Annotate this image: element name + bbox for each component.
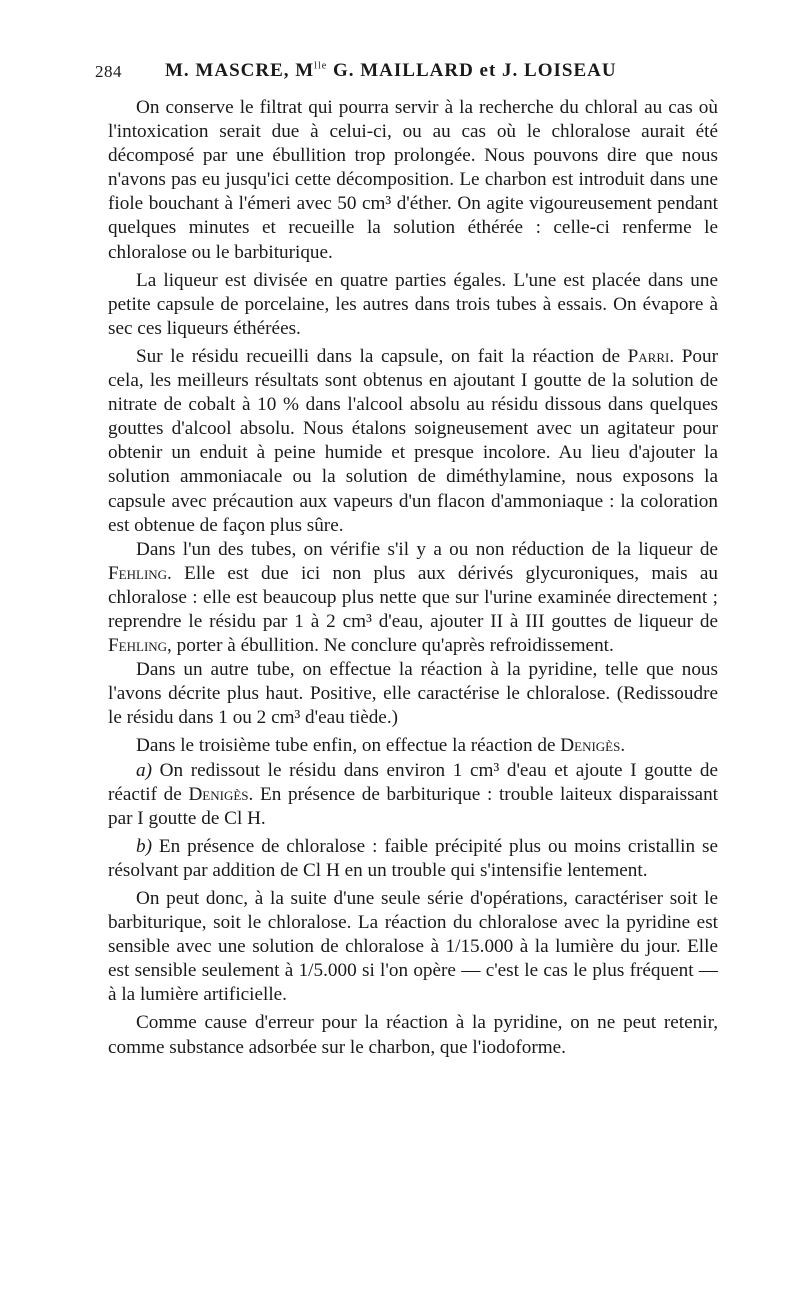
paragraph-4 — [108, 538, 718, 658]
paragraph-4-text-b: . Elle est due ici non plus aux dérivés glycuroniques, mais au chloralose : elle est beaucoup plus nette que sur l'urine examinée directement ; reprendre le résidu par 1 à 2 cm³ d'eau, ajouter II à III gouttes de liqueur de — [108, 562, 718, 632]
paragraph-1: On conserve le filtrat qui pourra servir à la recherche du chloral au cas où l'intoxication serait due à celui-ci, ou au cas où le chloralose aurait été décomposé par une ébullition trop prolongée. Nous pouvons dire que nous n'avons pas eu jusqu'ici cette décomposition. Le charbon est introduit dans une fiole bouchant à l'émeri avec 50 cm³ d'éther. On agite vigoureusement pendant quelques minutes et recueille la solution éthérée : celle-ci renferme le chloralose ou le barbiturique. — [108, 97, 718, 263]
page-number: 284 — [95, 62, 122, 81]
paragraph-4-text-c: , porter à ébullition. Ne conclure qu'après refroidissement. — [167, 635, 614, 657]
paragraph-3-text-a: Sur le résidu recueilli dans la capsule, on fait la réaction de — [136, 345, 628, 367]
paragraph-5: Dans un autre tube, on effectue la réaction à la pyridine, telle que nous l'avons décrite plus haut. Positive, elle caractérise le chloralose. (Redissoudre le résidu dans 1 ou 2 cm³ d'eau tiède.) — [108, 659, 718, 729]
paragraph-7-text-b: . En présence de barbiturique : trouble laiteux disparaissant par I goutte de Cl H. — [108, 783, 718, 829]
author-name-deniges-2: Denigès — [188, 783, 249, 805]
paragraph-6-text-a: Dans le troisième tube enfin, on effectue la réaction de — [136, 735, 561, 757]
paragraph-7 — [108, 759, 718, 831]
author-name-fehling: Fehling — [108, 562, 168, 584]
item-label-b: b) — [136, 835, 152, 857]
author-name-fehling-2: Fehling — [108, 635, 168, 657]
paragraph-8-text: En présence de chloralose : faible précipité plus ou moins cristallin se résolvant par addition de Cl H en un trouble qui s'intensifie lentement. — [108, 835, 718, 881]
authors-post: G. MAILLARD et J. LOISEAU — [327, 60, 617, 81]
page-header — [95, 62, 720, 88]
body-text — [108, 96, 718, 1060]
paragraph-6 — [108, 734, 718, 758]
paragraph-2: La liqueur est divisée en quatre parties égales. L'une est placée dans une petite capsule de porcelaine, les autres dans trois tubes à essais. On évapore à sec ces liqueurs éthérées. — [108, 269, 718, 339]
paragraph-4-text-a: Dans l'un des tubes, on vérifie s'il y a ou non réduction de la liqueur de — [136, 538, 718, 560]
paragraph-6-text-b: . — [620, 735, 626, 757]
paragraph-7-text-a: On redissout le résidu dans environ 1 cm³ d'eau et ajoute I goutte de réactif de — [108, 759, 718, 805]
authors-sup: lle — [314, 60, 328, 72]
authors-pre: M. MASCRE, M — [165, 60, 315, 81]
running-head — [165, 60, 617, 82]
paragraph-10: Comme cause d'erreur pour la réaction à la pyridine, on ne peut retenir, comme substance adsorbée sur le charbon, que l'iodoforme. — [108, 1012, 718, 1058]
item-label-a: a) — [136, 759, 152, 781]
author-name-deniges: Denigès — [560, 735, 621, 757]
author-name-parri: Parri — [627, 345, 670, 367]
paragraph-3-text-b: . Pour cela, les meilleurs résultats sont obtenus en ajoutant I goutte de la solution de nitrate de cobalt à 10 % dans l'alcool absolu au résidu dissous dans quelques gouttes d'alcool absolu. Nous étalons soigneusement avec un agitateur pour obtenir un enduit à peine humide et presque incolore. Au lieu d'ajouter la solution ammoniacale ou la solution de diméthylamine, nous exposons la capsule avec précaution aux vapeurs d'un flacon d'ammoniaque : la coloration est obtenue de façon plus sûre. — [108, 345, 718, 536]
paragraph-8 — [108, 835, 718, 883]
paragraph-3 — [108, 345, 718, 538]
paragraph-9: On peut donc, à la suite d'une seule série d'opérations, caractériser soit le barbiturique, soit le chloralose. La réaction du chloralose avec la pyridine est sensible avec une solution de chloralose à 1/15.000 à la lumière du jour. Elle est sensible seulement à 1/5.000 si l'on opère — c'est le cas le plus fréquent — à la lumière artificielle. — [108, 888, 718, 1006]
